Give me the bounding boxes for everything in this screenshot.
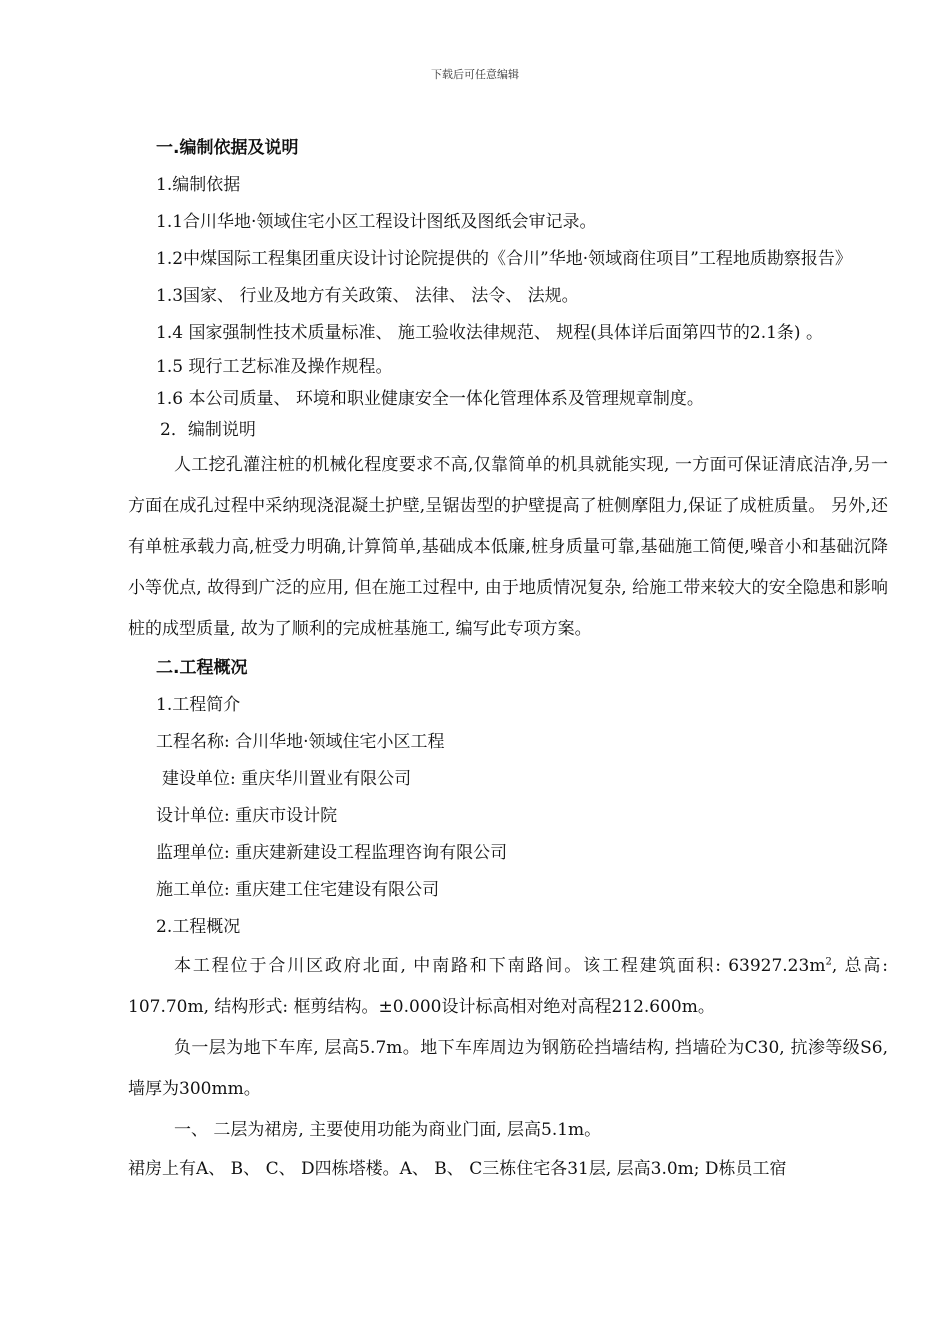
overview-paragraph-3-line2: 裙房上有A、 B、 C、 D四栋塔楼。A、 B、 C三栋住宅各31层, 层高3.0m; D栋员工宿 [128, 1159, 787, 1179]
contractor-unit: 施工单位: 重庆建工住宅建设有限公司 [156, 880, 440, 900]
basis-item-5: 1.5 现行工艺标准及操作规程。 [156, 357, 393, 377]
overview-p1-text-a: 本工程位于合川区政府北面, 中南路和下南路间。该工程建筑面积: 63927.23m [174, 956, 826, 976]
overview-paragraph-2: 负一层为地下车库, 层高5.7m。地下车库周边为钢筋砼挡墙结构, 挡墙砼为C30, 抗渗等级S6, 墙厚为300mm。 [128, 1038, 888, 1099]
document-body [128, 130, 888, 1188]
basis-item-3: 1.3国家、 行业及地方有关政策、 法律、 法令、 法规。 [156, 286, 579, 306]
area-unit-superscript: 2 [825, 956, 832, 968]
section2-title: 二.工程概况 [156, 658, 248, 678]
basis-item-1: 1.1合川华地·领域住宅小区工程设计图纸及图纸会审记录。 [156, 212, 597, 232]
section1-sub2-title: 2．编制说明 [160, 420, 256, 440]
basis-item-4: 1.4 国家强制性技术质量标准、 施工验收法律规范、 规程(具体详后面第四节的2.1条) 。 [156, 323, 823, 343]
header-note: 下载后可任意编辑 [431, 68, 519, 81]
supervision-unit: 监理单位: 重庆建新建设工程监理咨询有限公司 [156, 843, 508, 863]
basis-item-2: 1.2中煤国际工程集团重庆设计讨论院提供的《合川”华地·领域商住项目”工程地质勘察报告》 [156, 249, 852, 269]
design-unit: 设计单位: 重庆市设计院 [156, 806, 338, 826]
section1-sub1-title: 1.编制依据 [156, 175, 241, 195]
project-name: 工程名称: 合川华地·领域住宅小区工程 [156, 732, 445, 752]
overview-paragraph-3-line1: 一、 二层为裙房, 主要使用功能为商业门面, 层高5.1m。 [174, 1120, 602, 1140]
basis-item-6: 1.6 本公司质量、 环境和职业健康安全一体化管理体系及管理规章制度。 [156, 389, 704, 409]
construction-unit: 建设单位: 重庆华川置业有限公司 [162, 769, 412, 789]
section2-sub1-title: 1.工程简介 [156, 695, 241, 715]
overview-paragraph-1 [128, 946, 888, 1028]
compilation-note-paragraph: 人工挖孔灌注桩的机械化程度要求不高,仅靠简单的机具就能实现, 一方面可保证清底洁净,另一方面在成孔过程中采纳现浇混凝土护壁,呈锯齿型的护壁提高了桩侧摩阻力,保证了成桩质量。 另外,还有单桩承载力高,桩受力明确,计算简单,基础成本低廉,桩身质量可靠,基础施工简便,噪音小和基础沉降小等优点, 故得到广泛的应用, 但在施工过程中, 由于地质情况复杂, 给施工带来较大的安全隐患和影响桩的成型质量, 故为了顺利的完成桩基施工, 编写此专项方案。 [128, 455, 888, 639]
overview-p1-text-b: , 总高: 107.70m, 结构形式: 框剪结构。±0.000设计标高相对绝对高程212.600m。 [128, 956, 888, 1017]
section1-title: 一.编制依据及说明 [156, 138, 299, 158]
section2-sub2-title: 2.工程概况 [156, 917, 241, 937]
